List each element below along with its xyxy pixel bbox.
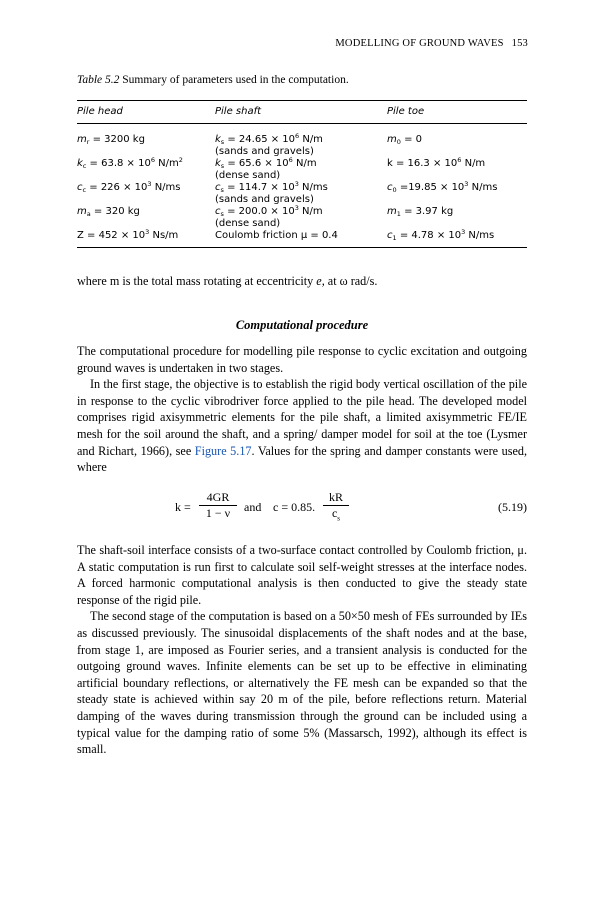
paragraph: The shaft-soil interface consists of a two-surface contact controlled by Coulomb friction, μ. A static computation is run first to calculate soil self-weight stresses at the interface nodes. A forced harmonic computational analysis is then conducted to give the steady state response of the rigid pile. xyxy=(77,543,527,607)
header-pile-toe: Pile toe xyxy=(387,101,527,124)
eq-k-lhs: k = xyxy=(175,500,191,514)
running-head-title: MODELLING OF GROUND WAVES xyxy=(335,38,504,49)
table-cell: $c_c = 226 \times 10^3$ N/ms xyxy=(77,180,181,194)
paragraph: The computational procedure for modelling pile response to cyclic excitation and outgoing ground waves is undertaken in two stages. xyxy=(77,344,527,375)
header-pile-head: Pile head xyxy=(77,101,215,124)
eq-k-fraction: $\frac{4GR}{1 - \nu}$ xyxy=(199,490,237,521)
paragraph: In the first stage, the objective is to establish the rigid body vertical oscillation of the pile in response to the cyclic vibrodriver force applied to the pile head. The developed model comprises rigid axisymmetric elements for the pile shaft, a limited axisymmetric FE/IE mesh for the soil around the shaft, and a spring/ damper model for soil at the toe (Lysmer and Richart, 1966), see Figure 5.17. Values for the spring and damper constants were used, where xyxy=(77,377,527,475)
table-caption xyxy=(77,74,349,86)
header-pile-shaft: Pile shaft xyxy=(215,101,387,124)
table-cell: $m_a = 320$ kg xyxy=(77,206,140,218)
table-row xyxy=(77,124,527,159)
table-cell: Coulomb friction μ = 0.4 xyxy=(215,230,387,248)
table-cell: $m_1 = 3.97$ kg xyxy=(387,206,454,218)
soil-note: (dense sand) xyxy=(215,170,281,181)
table-header-row xyxy=(77,101,527,124)
soil-note: (sands and gravels) xyxy=(215,194,314,205)
body-text-lower xyxy=(77,542,527,758)
table-caption-text: Summary of parameters used in the computation. xyxy=(122,74,349,86)
soil-note: (dense sand) xyxy=(215,218,281,229)
eq-c-fraction: $\frac{kR}{c_s}$ xyxy=(323,490,349,526)
equation-5-19 xyxy=(77,486,527,530)
page-number: 153 xyxy=(511,38,528,49)
table-cell: $m_r = 3200$ kg xyxy=(77,134,145,146)
where-paragraph: where m is the total mass rotating at eccentricity e, at ω rad/s. xyxy=(77,274,378,288)
table-cell: $m_0 = 0$ xyxy=(387,134,422,146)
section-heading: Computational procedure xyxy=(235,318,369,332)
eq-and: and xyxy=(244,500,262,514)
table-row xyxy=(77,206,527,230)
table-cell: $c_0 =19.85 \times 10^3$ N/ms xyxy=(387,180,498,194)
figure-link[interactable]: Figure 5.17 xyxy=(194,443,252,458)
table-cell: $k_s = 65.6 \times 10^6$ N/m (dense sand) xyxy=(215,156,317,181)
running-head xyxy=(335,38,528,49)
table-row xyxy=(77,182,527,206)
table-cell: $c_1 = 4.78 \times 10^3$ N/ms xyxy=(387,230,527,248)
table-cell: $k_s = 24.65 \times 10^6$ N/m (sands and gravels) xyxy=(215,132,323,157)
table-row xyxy=(77,158,527,182)
equation-number: (5.19) xyxy=(498,500,527,514)
table-cell: $c_s = 200.0 \times 10^3$ N/m (dense sand) xyxy=(215,204,323,229)
eq-c-lhs: c = 0.85. xyxy=(273,500,316,514)
table-label: Table 5.2 xyxy=(77,74,120,86)
body-text-upper xyxy=(77,343,527,476)
soil-note: (sands and gravels) xyxy=(215,146,314,157)
table-row xyxy=(77,230,527,248)
parameter-table xyxy=(77,100,527,248)
table-cell: $k_c = 63.8 \times 10^6$ $N/m^2$ xyxy=(77,156,183,170)
paragraph: The second stage of the computation is based on a 50×50 mesh of FEs surrounded by IEs as discussed previously. The sinusoidal displacements of the shaft nodes and at the base, from stage 1, are imposed as Fourier series, and a transient analysis is conducted for the outgoing ground waves. Infinite elements can be set up to be effective in eliminating artificial boundary reflections, or alternatively the FE mesh can be expanded so that the steady state is achieved within say 20 m of the pile, before reflections return. Material damping of the waves during transmission through the ground can be included using a typical value for the damping ratio of some 5% (Massarsch, 1992), although its effect is small. xyxy=(77,609,527,757)
table-cell: $c_s = 114.7 \times 10^3$ N/ms (sands and gravels) xyxy=(215,180,328,205)
table-cell: $k = 16.3 \times 10^6$ N/m xyxy=(387,156,486,169)
table-cell: $Z = 452 \times 10^3$ Ns/m xyxy=(77,230,215,248)
